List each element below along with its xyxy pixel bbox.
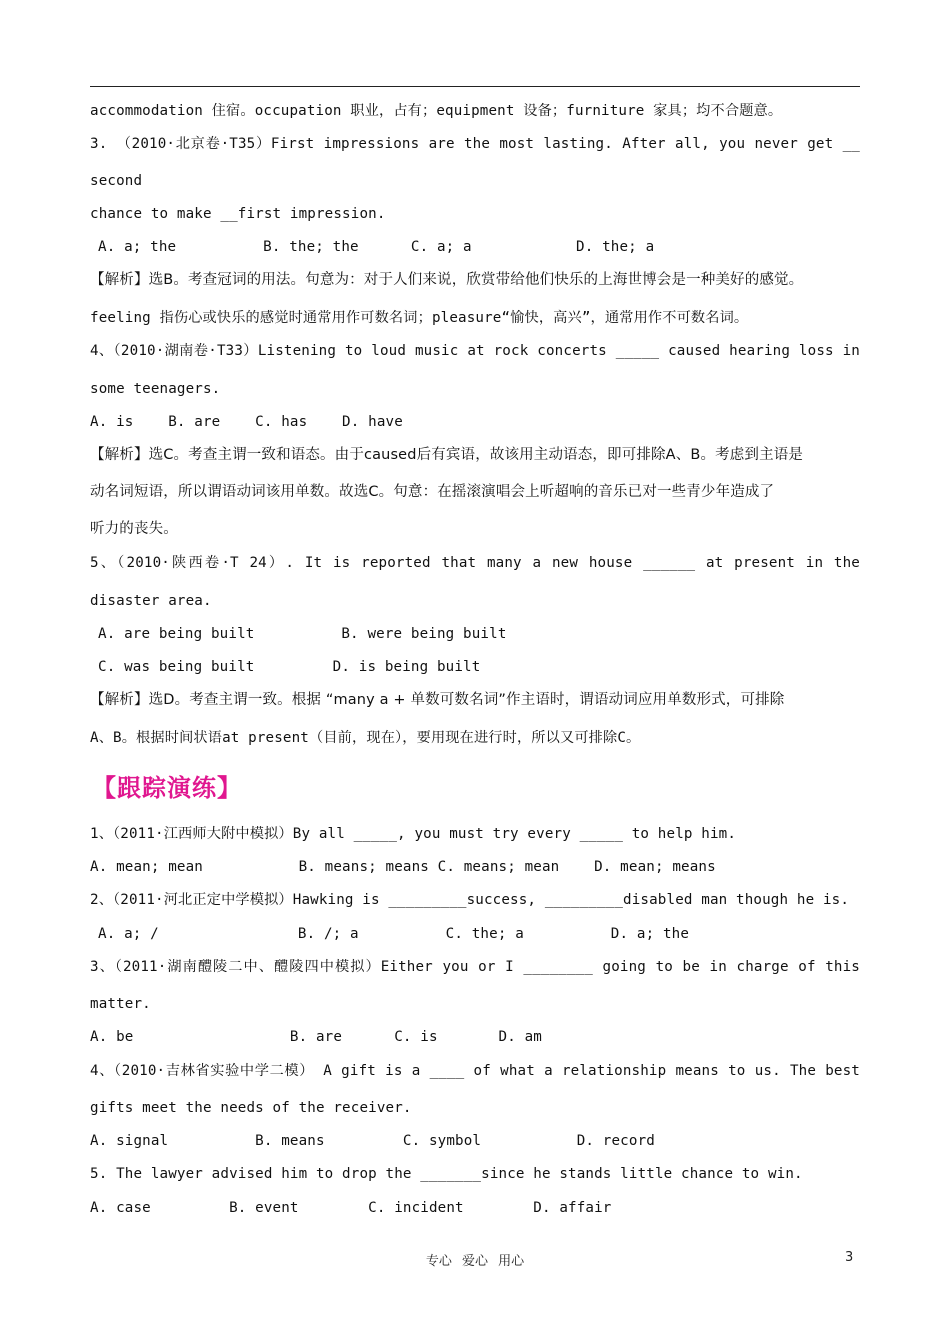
answer-options: A. a; / B. /; a C. the; a D. a; the bbox=[98, 926, 690, 942]
answer-options: A. mean; mean B. means; means C. means; mean D. mean; means bbox=[90, 859, 716, 875]
text-line: second bbox=[90, 173, 143, 189]
text-line: gifts meet the needs of the receiver. bbox=[90, 1100, 412, 1116]
analysis-text: feeling 指伤心或快乐的感觉时通常用作可数名词；pleasure“愉快，高兴”，通常用作不可数名词。 bbox=[90, 310, 749, 326]
answer-options: A. signal B. means C. symbol D. record bbox=[90, 1133, 655, 1149]
text-line: some teenagers. bbox=[90, 381, 221, 397]
exercise-1: 1、（2011·江西师大附中模拟）By all _____, you must try every _____ to help him. bbox=[90, 826, 737, 842]
analysis-text: 听力的丧失。 bbox=[90, 521, 178, 537]
analysis-text: 动名词短语，所以谓语动词该用单数。故选C。句意：在摇滚演唱会上听超响的音乐已对一些青少年造成了 bbox=[90, 484, 775, 500]
exercise-5: 5. The lawyer advised him to drop the _______since he stands little chance to win. bbox=[90, 1166, 803, 1182]
analysis-text: 【解析】选C。考查主谓一致和语态。由于caused后有宾语，故该用主动语态，即可排除A、B。考虑到主语是 bbox=[90, 447, 804, 463]
text-line: accommodation 住宿。occupation 职业，占有；equipment 设备；furniture 家具；均不合题意。 bbox=[90, 103, 783, 119]
answer-options: C. was being built D. is being built bbox=[98, 659, 481, 675]
exercise-4: 4、（2010·吉林省实验中学二模） A gift is a ____ of what a relationship means to us. The best bbox=[90, 1063, 860, 1079]
text-line: disaster area. bbox=[90, 593, 212, 609]
exercise-2: 2、（2011·河北正定中学模拟）Hawking is _________success, _________disabled man though he is. bbox=[90, 892, 850, 908]
question-3: 3. （2010·北京卷·T35）First impressions are the most lasting. After all, you never get __ bbox=[90, 136, 860, 152]
answer-options: A. case B. event C. incident D. affair bbox=[90, 1200, 612, 1216]
analysis-text: 【解析】选D。考查主谓一致。根据 “many a + 单数可数名词”作主语时，谓语动词应用单数形式，可排除 bbox=[90, 692, 785, 708]
text-line: matter. bbox=[90, 996, 151, 1012]
answer-options: A. a; the B. the; the C. a; a D. the; a bbox=[98, 239, 655, 255]
question-4: 4、（2010·湖南卷·T33）Listening to loud music at rock concerts _____ caused hearing loss in bbox=[90, 343, 860, 359]
text-line: chance to make __first impression. bbox=[90, 206, 386, 222]
answer-options: A. is B. are C. has D. have bbox=[90, 414, 403, 430]
page-number: 3 bbox=[845, 1250, 854, 1265]
answer-options: A. are being built B. were being built bbox=[98, 626, 507, 642]
footer-motto: 专心 爱心 用心 bbox=[425, 1254, 525, 1269]
analysis-text: 【解析】选B。考查冠词的用法。句意为：对于人们来说，欣赏带给他们快乐的上海世博会是一种美好的感觉。 bbox=[90, 272, 804, 288]
question-5: 5、（2010·陕西卷·T 24）. It is reported that many a new house ______ at present in the bbox=[90, 555, 860, 571]
header-rule bbox=[90, 86, 860, 87]
section-heading: 【跟踪演练】 bbox=[92, 774, 242, 802]
answer-options: A. be B. are C. is D. am bbox=[90, 1029, 542, 1045]
exercise-3: 3、（2011·湖南醴陵二中、醴陵四中模拟）Either you or I ________ going to be in charge of this bbox=[90, 959, 860, 975]
analysis-text: A、B。根据时间状语at present（目前，现在），要用现在进行时，所以又可排除C。 bbox=[90, 730, 641, 746]
